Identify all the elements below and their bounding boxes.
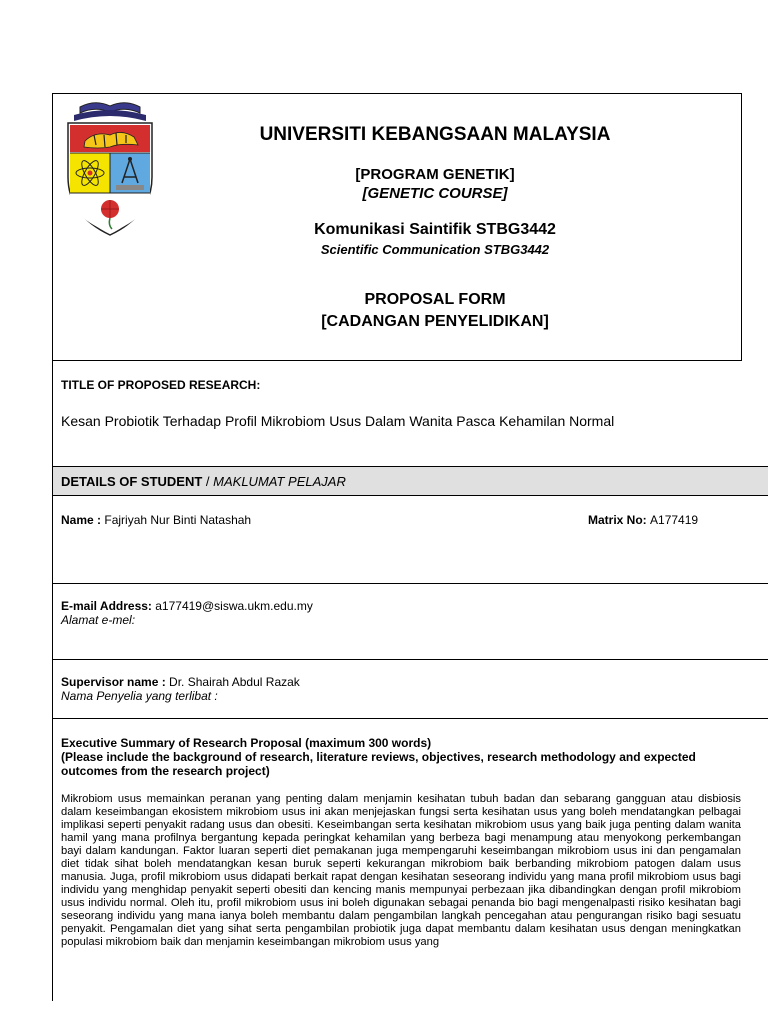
- matrix-value: A177419: [650, 513, 699, 527]
- divider: [52, 583, 768, 584]
- form-subtitle: [CADANGAN PENYELIDIKAN]: [321, 313, 549, 330]
- name-label: Name :: [61, 513, 105, 527]
- ukm-crest-icon: [60, 97, 160, 237]
- name-value: Fajriyah Nur Binti Natashah: [104, 513, 252, 527]
- research-title-value: Kesan Probiotik Terhadap Profil Mikrobiom Usus Dalam Wanita Pasca Kehamilan Normal: [61, 413, 615, 429]
- details-heading-en: DETAILS OF STUDENT: [61, 474, 203, 489]
- header-top-border: [172, 93, 742, 94]
- email-row: [61, 599, 313, 613]
- summary-instructions: (Please include the background of research, literature reviews, objectives, research methodology and expected outcomes from the research project): [61, 750, 696, 778]
- summary-heading: Executive Summary of Research Proposal (maximum 300 words): [61, 736, 432, 750]
- form-title: PROPOSAL FORM: [364, 291, 506, 308]
- student-name-row: [61, 513, 251, 527]
- divider: [52, 495, 768, 496]
- student-details-heading: [61, 474, 346, 489]
- email-label: E-mail Address:: [61, 599, 156, 613]
- email-label-malay: Alamat e-mel:: [61, 613, 136, 627]
- program-malay: [PROGRAM GENETIK]: [355, 166, 515, 183]
- program-english: [GENETIC COURSE]: [362, 185, 508, 202]
- divider: [52, 659, 768, 660]
- course-malay: Komunikasi Saintifik STBG3442: [314, 221, 556, 238]
- divider: [52, 718, 768, 719]
- email-value: a177419@siswa.ukm.edu.my: [155, 599, 313, 613]
- supervisor-value: Dr. Shairah Abdul Razak: [169, 675, 300, 689]
- details-separator: /: [202, 474, 214, 489]
- university-name: UNIVERSITI KEBANGSAAN MALAYSIA: [259, 124, 611, 145]
- matrix-row: [588, 513, 698, 527]
- course-english: Scientific Communication STBG3442: [320, 242, 550, 257]
- research-title-label: TITLE OF PROPOSED RESEARCH:: [61, 378, 261, 392]
- supervisor-row: [61, 675, 300, 689]
- supervisor-label-malay: Nama Penyelia yang terlibat :: [61, 689, 218, 703]
- supervisor-label: Supervisor name :: [61, 675, 170, 689]
- matrix-label: Matrix No:: [588, 513, 651, 527]
- summary-body: Mikrobiom usus memainkan peranan yang penting dalam menjamin kesihatan tubuh badan dan sebarang gangguan atau disbiosis dalam keseimbangan ekosistem mikrobiom usus ini akan menjejaskan fungsi serta kesihatan usus yang boleh mendatangkan pelbagai implikasi seperti penyakit radang usus dan obesiti. Keseimbangan serta kesihatan mikrobiom usus yang baik juga penting dalam wanita hamil yang mana profilnya bergantung kepada peringkat kehamilan yang berbeza bagi menampung atau menyokong perkembangan bayi dalam kandungan. Faktor luaran seperti diet pemakanan juga mempengaruhi keseimbangan mikrobiom usus ini dan pengamalan diet tidak sihat boleh mendatangkan kesan buruk seperti kekurangan mikrobiom baik berbanding mikrobiom patogen dalam usus manusia. Juga, profil mikrobiom usus didapati berkait rapat dengan kesihatan seseorang individu yang mana profil mikrobiom usus bagi individu yang menghidap penyakit seperti obesiti dan kencing manis mempunyai perbezaan jika dibandingkan dengan profil mikrobiom usus individu normal. Oleh itu, profil mikrobiom usus ini boleh digunakan sebagai penanda bio bagi mengenalpasti risiko kesihatan bagi seseorang individu yang mana ianya boleh membantu dalam pengambilan langkah pencegahan atau pengurangan risiko bagi sesuatu penyakit. Pengamalan diet yang sihat serta pengambilan probiotik juga dapat membantu dalam kesihatan usus dengan meningkatkan populasi mikrobiom baik dan menjamin keseimbangan mikrobiom usus yang: [61, 793, 741, 948]
- details-heading-ms: MAKLUMAT PELAJAR: [213, 474, 346, 489]
